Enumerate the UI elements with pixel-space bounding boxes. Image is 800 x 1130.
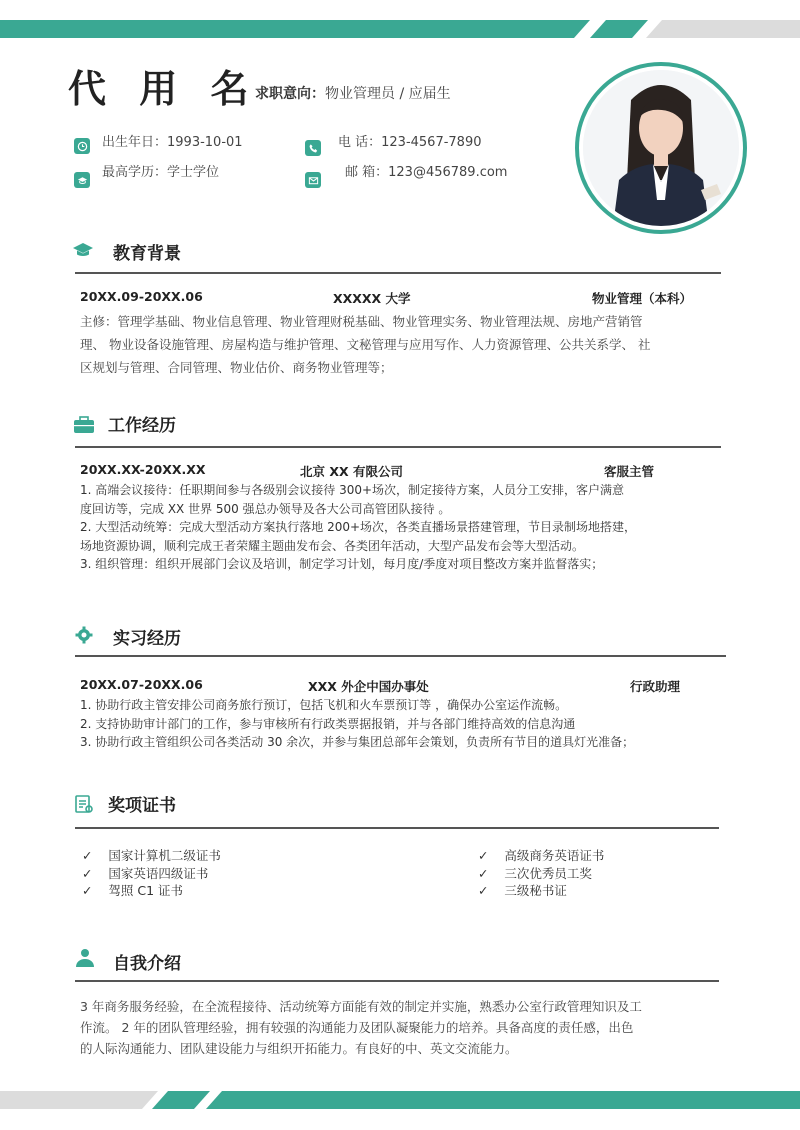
award-item: ✓ 三级秘书证 xyxy=(478,883,567,898)
bottom-decor-bar xyxy=(0,1091,800,1109)
graduation-cap-icon xyxy=(74,172,90,188)
self-title: 自我介绍 xyxy=(113,954,181,974)
intern-line: 3. 协助行政主管组织公司各类活动 30 余次，并参与集团总部年会策划，负责所有节目的道具灯光准备； xyxy=(80,735,635,749)
award-item: ✓ 国家英语四级证书 xyxy=(82,865,209,881)
duty-line: 度回访等，完成 XX 世界 500 强总办领导及各大公司高管团队接待 。 xyxy=(80,501,451,516)
intent-value: 物业管理员 / 应届生 xyxy=(325,86,451,102)
education-divider xyxy=(75,272,721,274)
check-icon: ✓ xyxy=(82,883,93,898)
intro-line: 3 年商务服务经验，在全流程接待、活动统筹方面能有效的制定并实施，熟悉办公室行政管理知识及工 xyxy=(80,999,642,1014)
awards-left-list xyxy=(82,847,221,900)
clock-icon xyxy=(74,138,90,154)
duty-line: 3. 组织管理：组织开展部门会议及培训，制定学习计划，每月度/季度对项目整改方案并监督落实； xyxy=(80,557,604,571)
certificate-icon xyxy=(74,794,94,818)
top-decor-bar xyxy=(0,20,800,38)
education-major: 物业管理（本科） xyxy=(592,291,693,306)
intern-title: 实习经历 xyxy=(113,629,181,649)
email-address: 邮 箱：123@456789.com xyxy=(345,165,508,180)
intern-company: XXX 外企中国办事处 xyxy=(308,679,429,694)
awards-right-list xyxy=(478,847,604,900)
duty-line: 场地资源协调，顺利完成王者荣耀主题曲发布会、各类团年活动，大型产品发布会等大型活动。 xyxy=(80,538,585,553)
course-line: 主修：管理学基础、物业信息管理、物业管理财税基础、物业管理实务、物业管理法规、房地产营销管 xyxy=(80,314,643,329)
intern-duties xyxy=(80,696,740,752)
check-icon: ✓ xyxy=(478,865,489,881)
gear-icon xyxy=(75,626,93,648)
course-line: 理、 物业设备设施管理、房屋构造与维护管理、文秘管理与应用写作、人力资源管理、公共关系学、 社 xyxy=(80,337,651,352)
course-line: 区规划与管理、合同管理、物业估价、商务物业管理等； xyxy=(80,360,393,375)
self-intro-text xyxy=(80,996,740,1059)
award-item: ✓ 三次优秀员工奖 xyxy=(478,865,592,881)
education-school: XXXXX 大学 xyxy=(333,291,411,306)
work-title: 工作经历 xyxy=(108,416,176,436)
check-icon: ✓ xyxy=(82,848,93,863)
profile-photo xyxy=(583,70,739,226)
profile-photo-frame xyxy=(575,62,747,234)
award-item: ✓ 高级商务英语证书 xyxy=(478,848,605,863)
work-divider xyxy=(75,446,721,448)
intent-label: 求职意向： xyxy=(255,86,325,102)
education-level: 最高学历：学士学位 xyxy=(102,165,220,180)
birth-date: 出生年日：1993-10-01 xyxy=(102,135,243,150)
intern-line: 1. 协助行政主管安排公司商务旅行预订，包括飞机和火车票预订等 ，确保办公室运作流畅。 xyxy=(80,698,568,712)
job-intent xyxy=(255,83,451,103)
intern-divider xyxy=(75,655,726,657)
person-icon xyxy=(74,948,96,972)
intern-position: 行政助理 xyxy=(630,679,681,694)
duty-line: 2. 大型活动统筹：完成大型活动方案执行落地 200+场次，各类直播场景搭建管理，节目录制场地搭建， xyxy=(80,520,637,534)
mail-icon xyxy=(305,172,321,188)
intern-line: 2. 支持协助审计部门的工作，参与审核所有行政类票据报销，并与各部门维持高效的信息沟通 xyxy=(80,716,576,731)
education-icon xyxy=(72,242,94,262)
check-icon: ✓ xyxy=(478,848,489,863)
duty-line: 1. 高端会议接待：任职期间参与各级别会议接待 300+场次，制定接待方案，人员分工安排，客户满意 xyxy=(80,483,625,497)
work-company: 北京 XX 有限公司 xyxy=(300,464,403,479)
candidate-name: 代 用 名 xyxy=(68,67,259,111)
education-title: 教育背景 xyxy=(113,244,181,264)
check-icon: ✓ xyxy=(82,865,93,881)
awards-title: 奖项证书 xyxy=(108,796,176,816)
check-icon: ✓ xyxy=(478,883,489,898)
work-duties xyxy=(80,481,740,574)
work-date: 20XX.XX-20XX.XX xyxy=(80,462,206,477)
phone-number: 电 话：123-4567-7890 xyxy=(338,135,482,150)
intro-line: 作流。 2 年的团队管理经验，拥有较强的沟通能力及团队凝聚能力的培养。具备高度的责任感，出色 xyxy=(80,1020,634,1035)
intern-date: 20XX.07-20XX.06 xyxy=(80,677,203,692)
awards-divider xyxy=(75,827,719,829)
award-item: ✓ 驾照 C1 证书 xyxy=(82,883,184,898)
phone-icon xyxy=(305,140,321,156)
work-position: 客服主管 xyxy=(604,464,655,479)
award-item: ✓ 国家计算机二级证书 xyxy=(82,848,221,863)
education-date: 20XX.09-20XX.06 xyxy=(80,289,203,304)
intro-line: 的人际沟通能力、团队建设能力与组织开拓能力。有良好的中、英文交流能力。 xyxy=(80,1041,518,1056)
briefcase-icon xyxy=(73,416,95,438)
self-divider xyxy=(75,980,719,982)
education-courses xyxy=(80,310,740,379)
